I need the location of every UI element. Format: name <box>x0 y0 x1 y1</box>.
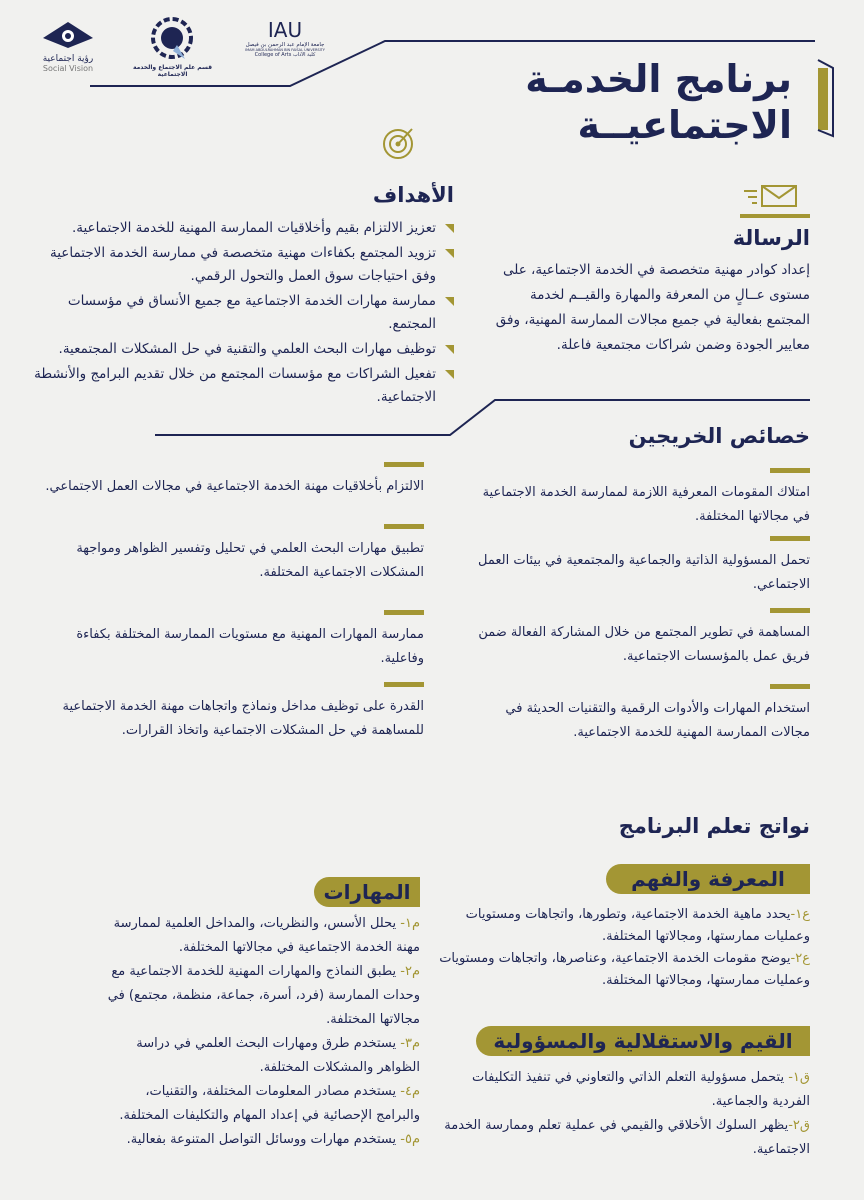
triangle-bullet-icon <box>445 297 454 306</box>
skills-heading: المهارات <box>314 877 420 907</box>
trait-text: ممارسة المهارات المهنية مع مستويات الممارسة المختلفة بكفاءة وفاعلية. <box>76 627 424 666</box>
goal-item <box>34 290 454 336</box>
outcome-text: يستخدم طرق ومهارات البحث العلمي في دراسة الظواهر والمشكلات المختلفة. <box>136 1036 420 1075</box>
goal-text: ممارسة مهارات الخدمة الاجتماعية مع جميع الأنساق في مؤسسات المجتمع. <box>67 293 436 332</box>
skills-list <box>100 912 420 1152</box>
trait-bar <box>770 608 810 613</box>
graduates-heading: خصائص الخريجين <box>628 424 810 448</box>
graduate-trait <box>39 462 424 499</box>
outcome-code: ع١- <box>790 907 810 922</box>
envelope-icon <box>742 183 800 209</box>
outcome-code: ع٢- <box>790 951 810 966</box>
page-title <box>525 56 792 148</box>
outcome-code: ق١- <box>788 1070 810 1085</box>
outcome-item <box>100 960 420 1032</box>
trait-bar <box>384 682 424 687</box>
outcome-item <box>100 1128 420 1152</box>
outcome-item <box>434 1114 810 1162</box>
mission-heading: الرسالة <box>732 226 810 250</box>
triangle-bullet-icon <box>445 249 454 258</box>
outcome-text: يطبق النماذج والمهارات المهنية للخدمة الاجتماعية مع وحدات الممارسة (فرد، أسرة، جماعة، منظمة، مجتمع) في مجالاتها المختلفة. <box>107 964 420 1027</box>
iau-name-ar: جامعة الإمام عبد الرحمن بن فيصل <box>245 42 325 48</box>
goals-section <box>34 183 454 411</box>
outcome-text: يتحمل مسؤولية التعلم الذاتي والتعاوني في تنفيذ التكليفات الفردية والجماعية. <box>471 1070 810 1109</box>
trait-text: امتلاك المقومات المعرفية اللازمة لممارسة الخدمة الاجتماعية في مجالاتها المختلفة. <box>482 485 810 524</box>
goals-list <box>34 217 454 409</box>
iau-abbr: IAU <box>267 18 303 42</box>
goal-text: تعزيز الالتزام بقيم وأخلاقيات الممارسة المهنية للخدمة الاجتماعية. <box>71 220 436 236</box>
trait-text: تطبيق مهارات البحث العلمي في تحليل وتفسير الظواهر ومواجهة المشكلات الاجتماعية المختلفة. <box>76 541 424 580</box>
outcome-text: يحدد ماهية الخدمة الاجتماعية، وتطورها، واتجاهات ومستويات وعمليات ممارستها، ومجالاتها المختلفة. <box>465 907 810 944</box>
mission-section <box>488 226 810 358</box>
goals-heading: الأهداف <box>372 183 454 207</box>
outcome-text: يستخدم مهارات ووسائل التواصل المتنوعة بفعالية. <box>126 1132 401 1147</box>
triangle-bullet-icon <box>445 345 454 354</box>
outcome-code: ق٢- <box>788 1118 810 1133</box>
social-vision-ar: رؤية اجتماعية <box>42 54 94 64</box>
outcome-item <box>100 1080 420 1128</box>
goal-text: توظيف مهارات البحث العلمي والتقنية في حل المشكلات المجتمعية. <box>58 341 436 357</box>
values-heading: القيم والاستقلالية والمسؤولية <box>476 1026 810 1056</box>
outcome-text: يوضح مقومات الخدمة الاجتماعية، وعناصرها، واتجاهات ومستويات وعمليات ممارستها، ومجالاتها المختلفة. <box>439 951 810 988</box>
iau-logo <box>245 18 325 58</box>
values-list <box>434 1066 810 1162</box>
graduate-trait <box>39 682 424 743</box>
outcome-code: م١- <box>400 916 420 931</box>
goal-item <box>34 217 454 240</box>
graduate-trait <box>39 524 424 585</box>
graduate-trait <box>470 608 810 669</box>
college-name: College of Arts كلية الآداب <box>254 52 316 58</box>
knowledge-heading: المعرفة والفهم <box>606 864 810 894</box>
outcome-code: م٣- <box>400 1036 420 1051</box>
trait-bar <box>770 684 810 689</box>
social-vision-logo <box>38 18 98 73</box>
goal-item <box>34 363 454 409</box>
goal-text: تزويد المجتمع بكفاءات مهنية متخصصة في ممارسة الخدمة الاجتماعية وفق احتياجات سوق العمل والتحول الرقمي. <box>49 245 436 284</box>
trait-text: تحمل المسؤولية الذاتية والجماعية والمجتمعية في بيئات العمل الاجتماعي. <box>478 553 810 592</box>
mission-text: إعداد كوادر مهنية متخصصة في الخدمة الاجتماعية، على مستوى عــالٍ من المعرفة والمهارة والقيــم لخدمة المجتمع بفعالية في جميع مجالات الممارسة المهنية، وفق معايير الجودة وضمن شراكات مجتمعية فاعلة. <box>495 262 810 353</box>
goal-item <box>34 338 454 361</box>
trait-text: الالتزام بأخلاقيات مهنة الخدمة الاجتماعية في مجالات العمل الاجتماعي. <box>45 479 424 494</box>
outcome-code: م٥- <box>400 1132 420 1147</box>
triangle-bullet-icon <box>445 224 454 233</box>
goal-item <box>34 242 454 288</box>
trait-bar <box>384 462 424 467</box>
outcome-text: يظهر السلوك الأخلاقي والقيمي في عملية تعلم وممارسة الخدمة الاجتماعية. <box>444 1118 810 1157</box>
graduate-trait <box>470 536 810 597</box>
outcome-item <box>434 904 810 948</box>
trait-bar <box>384 524 424 529</box>
outcome-item <box>100 1032 420 1080</box>
trait-text: القدرة على توظيف مداخل ونماذج واتجاهات مهنة الخدمة الاجتماعية للمساهمة في حل المشكلات الاجتماعية واتخاذ القرارات. <box>62 699 424 738</box>
graduate-trait <box>39 610 424 671</box>
trait-bar <box>770 468 810 473</box>
outcomes-heading: نواتج تعلم البرنامج <box>618 814 810 838</box>
department-name: قسم علم الاجتماع والخدمة الاجتماعية <box>132 64 213 78</box>
goal-text: تفعيل الشراكات مع مؤسسات المجتمع من خلال تقديم البرامج والأنشطة الاجتماعية. <box>34 366 436 405</box>
eye-icon <box>38 18 98 50</box>
department-logo <box>125 15 220 78</box>
outcome-item <box>100 912 420 960</box>
outcome-item <box>434 948 810 992</box>
mission-divider <box>740 214 810 218</box>
knowledge-list <box>434 904 810 992</box>
triangle-bullet-icon <box>445 370 454 379</box>
outcome-text: يحلل الأسس، والنظريات، والمداخل العلمية لممارسة مهنة الخدمة الاجتماعية في مجالاتها المختلفة. <box>113 916 420 955</box>
target-icon <box>382 124 416 162</box>
outcome-text: يستخدم مصادر المعلومات المختلفة، والتقنيات، والبرامج الإحصائية في إعداد المهام والتكليفات المختلفة. <box>119 1084 420 1123</box>
trait-text: استخدام المهارات والأدوات الرقمية والتقنيات الحديثة في مجالات الممارسة المهنية للخدمة الاجتماعية. <box>505 701 810 740</box>
trait-text: المساهمة في تطوير المجتمع من خلال المشاركة الفعالة ضمن فريق عمل بالمؤسسات الاجتماعية. <box>478 625 810 664</box>
outcome-item <box>434 1066 810 1114</box>
trait-bar <box>384 610 424 615</box>
graduate-trait <box>470 684 810 745</box>
iau-name-en: IMAM ABDULRAHMAN BIN FAISAL UNIVERSITY <box>245 48 325 52</box>
outcome-code: م٢- <box>400 964 420 979</box>
title-line-1: برنامج الخدمـة <box>525 57 792 101</box>
graduate-trait <box>470 468 810 529</box>
department-emblem-icon <box>125 15 220 60</box>
social-vision-en: Social Vision <box>42 64 94 73</box>
outcome-code: م٤- <box>400 1084 420 1099</box>
trait-bar <box>770 536 810 541</box>
title-line-2: الاجتماعيــة <box>577 103 792 147</box>
